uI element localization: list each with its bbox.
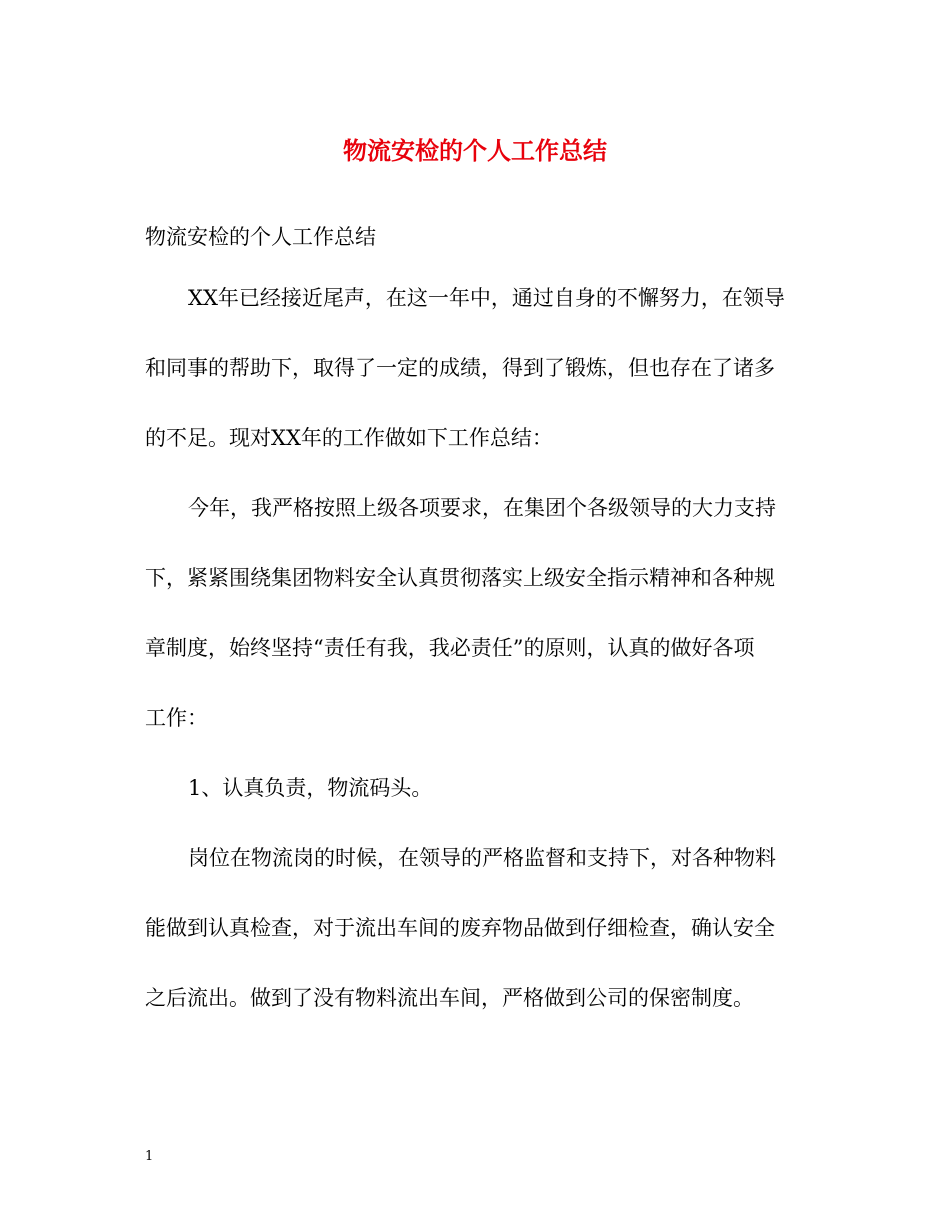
paragraph-line: 下，紧紧围绕集团物料安全认真贯彻落实上级安全指示精神和各种规	[145, 566, 775, 590]
document-subtitle: 物流安检的个人工作总结	[145, 225, 376, 249]
paragraph-line: XX年已经接近尾声，在这一年中，通过自身的不懈努力，在领导	[188, 286, 785, 310]
paragraph-line: 能做到认真检查，对于流出车间的废弃物品做到仔细检查，确认安全	[145, 916, 775, 940]
paragraph-line: 的不足。现对XX年的工作做如下工作总结：	[145, 426, 553, 450]
document-body	[145, 279, 805, 1049]
paragraph-line: 之后流出。做到了没有物料流出车间，严格做到公司的保密制度。	[145, 986, 754, 1010]
document-title: 物流安检的个人工作总结	[343, 136, 607, 165]
page-number: 1	[145, 1149, 154, 1164]
paragraph-line: 和同事的帮助下，取得了一定的成绩，得到了锻炼，但也存在了诸多	[145, 356, 775, 380]
paragraph-line: 工作：	[145, 706, 208, 730]
paragraph-line: 今年，我严格按照上级各项要求，在集团个各级领导的大力支持	[188, 496, 776, 520]
paragraph-line: 岗位在物流岗的时候，在领导的严格监督和支持下，对各种物料	[188, 846, 776, 870]
section-heading: 1、认真负责，物流码头。	[188, 776, 433, 800]
paragraph-line: 章制度，始终坚持“责任有我，我必责任”的原则，认真的做好各项	[145, 636, 755, 660]
